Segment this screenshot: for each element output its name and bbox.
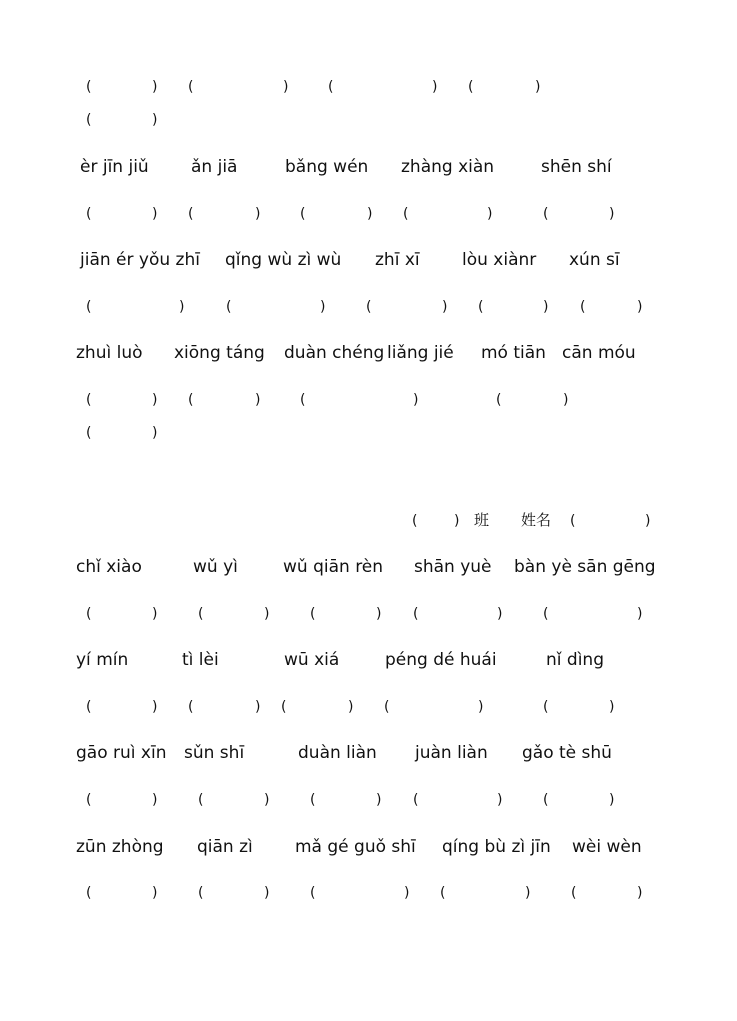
blank-paren-close: ) [432,79,438,95]
blank-paren-close: ) [563,392,569,408]
blank-paren-close: ) [535,79,541,95]
blank-paren-close: ) [637,606,643,622]
blank-paren-close: ) [255,206,261,222]
pinyin-word: yí mín [76,650,129,670]
pinyin-word: zūn zhòng [76,837,164,857]
pinyin-word: sǔn shī [184,743,245,763]
pinyin-word: zhī xī [375,250,420,270]
pinyin-word: péng dé huái [385,650,497,670]
pinyin-word: jiān ér yǒu zhī [80,250,200,270]
blank-paren-open: ( [198,792,204,808]
pinyin-word: mó tiān [481,343,546,363]
blank-paren-open: ( [188,699,194,715]
blank-paren-close: ) [255,699,261,715]
blank-paren-close: ) [152,792,158,808]
blank-paren-open: ( [226,299,232,315]
pinyin-word: nǐ dìng [546,650,604,670]
pinyin-word: bàn yè sān gēng [514,557,656,577]
blank-paren-open: ( [310,606,316,622]
blank-paren-close: ) [478,699,484,715]
blank-paren-open: ( [86,79,92,95]
pinyin-word: chǐ xiào [76,557,142,577]
blank-paren-close: ) [609,206,615,222]
blank-paren-open: ( [478,299,484,315]
blank-paren-close: ) [264,885,270,901]
blank-paren-open: ( [86,425,92,441]
blank-paren-open: ( [496,392,502,408]
pinyin-word: ǎn jiā [191,157,238,177]
blank-paren-open: ( [300,206,306,222]
blank-paren-open: ( [366,299,372,315]
blank-paren-open: ( [310,885,316,901]
pinyin-word: qíng bù zì jīn [442,837,551,857]
blank-paren-open: ( [86,792,92,808]
blank-paren-close: ) [637,885,643,901]
blank-paren-open: ( [310,792,316,808]
blank-paren-close: ) [152,206,158,222]
blank-paren-open: ( [198,606,204,622]
blank-paren-open: ( [86,112,92,128]
pinyin-word: cān móu [562,343,636,363]
blank-paren-close: ) [376,606,382,622]
blank-paren-open: ( [86,699,92,715]
name-paren-open: ( [570,513,576,529]
pinyin-word: wǔ yì [193,557,238,577]
pinyin-word: wū xiá [284,650,340,670]
pinyin-word: liǎng jié [387,343,454,363]
blank-paren-close: ) [152,392,158,408]
blank-paren-close: ) [348,699,354,715]
blank-paren-close: ) [543,299,549,315]
blank-paren-open: ( [198,885,204,901]
blank-paren-close: ) [152,606,158,622]
blank-paren-open: ( [188,79,194,95]
pinyin-word: wèi wèn [572,837,642,857]
blank-paren-open: ( [413,792,419,808]
pinyin-word: xún sī [569,250,620,270]
pinyin-word: duàn chéng [284,343,385,363]
blank-paren-open: ( [188,206,194,222]
blank-paren-close: ) [367,206,373,222]
pinyin-word: shān yuè [414,557,492,577]
blank-paren-close: ) [404,885,410,901]
pinyin-word: juàn liàn [415,743,488,763]
pinyin-word: tì lèi [182,650,219,670]
blank-paren-close: ) [255,392,261,408]
pinyin-word: gǎo tè shū [522,743,612,763]
class-paren-open: ( [412,513,418,529]
blank-paren-close: ) [152,699,158,715]
pinyin-word: zhuì luò [76,343,143,363]
blank-paren-open: ( [86,885,92,901]
class-label: 班 [474,511,490,529]
blank-paren-open: ( [86,206,92,222]
blank-paren-open: ( [86,392,92,408]
blank-paren-close: ) [609,699,615,715]
blank-paren-open: ( [86,299,92,315]
blank-paren-close: ) [442,299,448,315]
pinyin-word: lòu xiànr [462,250,537,270]
blank-paren-close: ) [152,112,158,128]
class-paren-close: ) [454,513,460,529]
blank-paren-close: ) [609,792,615,808]
pinyin-word: mǎ gé guǒ shī [295,837,416,857]
blank-paren-open: ( [328,79,334,95]
blank-paren-close: ) [497,792,503,808]
blank-paren-close: ) [152,885,158,901]
pinyin-word: zhàng xiàn [401,157,495,177]
blank-paren-open: ( [580,299,586,315]
blank-paren-open: ( [543,699,549,715]
blank-paren-open: ( [543,792,549,808]
blank-paren-open: ( [384,699,390,715]
pinyin-word: bǎng wén [285,157,369,177]
blank-paren-open: ( [440,885,446,901]
blank-paren-open: ( [86,606,92,622]
blank-paren-open: ( [300,392,306,408]
blank-paren-close: ) [152,79,158,95]
pinyin-word: qǐng wù zì wù [225,250,342,270]
blank-paren-open: ( [543,206,549,222]
blank-paren-close: ) [152,425,158,441]
pinyin-word: xiōng táng [174,343,265,363]
blank-paren-close: ) [179,299,185,315]
blank-paren-open: ( [543,606,549,622]
pinyin-word: shēn shí [541,157,612,177]
blank-paren-close: ) [320,299,326,315]
blank-paren-open: ( [468,79,474,95]
blank-paren-open: ( [571,885,577,901]
pinyin-word: gāo ruì xīn [76,743,167,763]
blank-paren-close: ) [497,606,503,622]
blank-paren-open: ( [413,606,419,622]
name-label: 姓名 [521,511,552,529]
blank-paren-close: ) [283,79,289,95]
name-paren-close: ) [645,513,651,529]
pinyin-word: qiān zì [197,837,253,857]
blank-paren-close: ) [487,206,493,222]
pinyin-word: èr jīn jiǔ [80,157,149,177]
blank-paren-close: ) [413,392,419,408]
blank-paren-open: ( [403,206,409,222]
blank-paren-close: ) [264,792,270,808]
blank-paren-close: ) [376,792,382,808]
blank-paren-open: ( [188,392,194,408]
blank-paren-close: ) [264,606,270,622]
blank-paren-open: ( [281,699,287,715]
pinyin-word: wǔ qiān rèn [283,557,384,577]
blank-paren-close: ) [525,885,531,901]
pinyin-word: duàn liàn [298,743,377,763]
blank-paren-close: ) [637,299,643,315]
